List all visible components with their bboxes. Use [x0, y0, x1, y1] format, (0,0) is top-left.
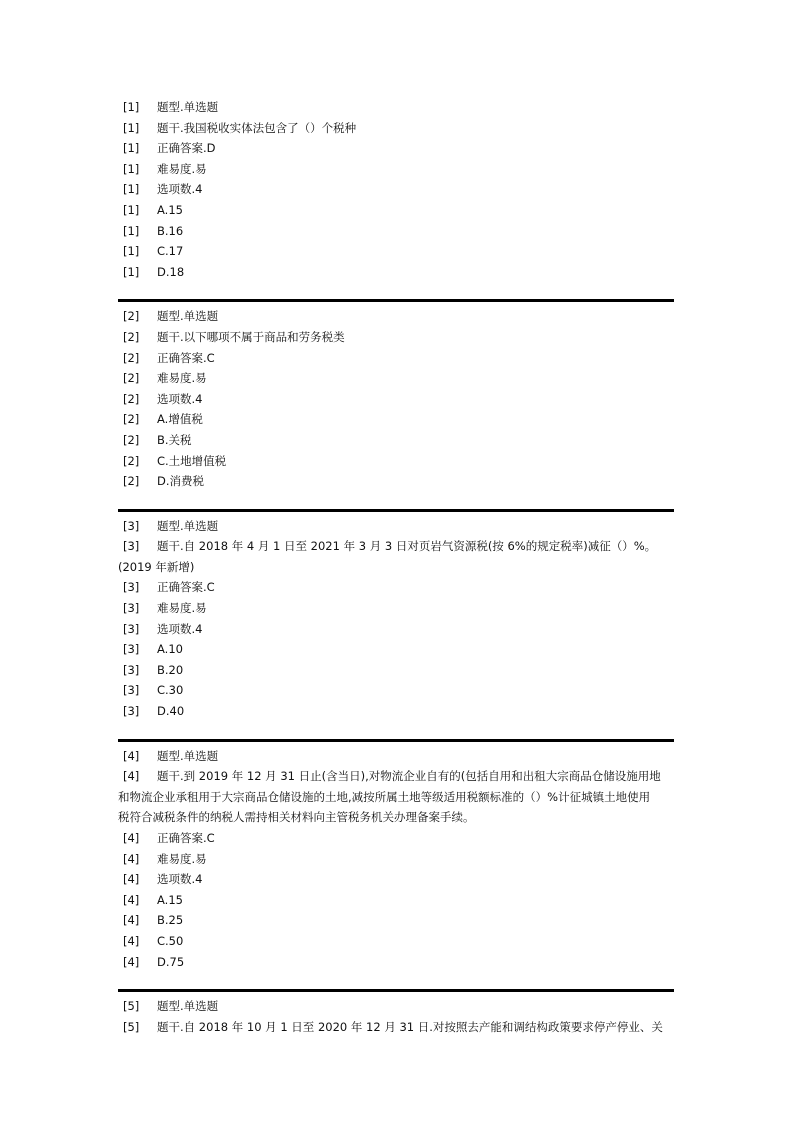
question-number: [4]: [123, 913, 140, 928]
question-number: [3]: [123, 621, 140, 636]
row-text: 选项数.4: [157, 391, 203, 406]
row-text: C.30: [157, 683, 184, 698]
difficulty: [118, 159, 674, 180]
row-text: C.土地增值税: [157, 453, 227, 468]
question-type: [118, 306, 674, 327]
row-text: A.15: [157, 202, 183, 217]
row-text: 题干.自 2018 年 10 月 1 日至 2020 年 12 月 31 日.对按照去产能和调结构政策要求停产停业、关: [157, 1019, 663, 1034]
row-text: B.16: [157, 223, 184, 238]
row-text: C.50: [157, 933, 184, 948]
option-b: [118, 660, 674, 681]
question-number: [1]: [123, 120, 140, 135]
question-number: [1]: [123, 141, 140, 156]
option-a: [118, 200, 674, 221]
question-number: [2]: [123, 453, 140, 468]
question-number: [4]: [123, 933, 140, 948]
question-number: [3]: [123, 704, 140, 719]
option-d: [118, 471, 674, 492]
row-text: A.增值税: [157, 412, 203, 427]
question-number: [2]: [123, 371, 140, 386]
question-number: [1]: [123, 161, 140, 176]
question-stem-continuation: 和物流企业承租用于大宗商品仓储设施的土地,减按所属土地等级适用税额标准的（）%计征城镇土地使用: [118, 789, 651, 804]
option-c: [118, 241, 674, 262]
question-number: [5]: [123, 1019, 140, 1034]
question-number: [2]: [123, 350, 140, 365]
difficulty: [118, 849, 674, 870]
option-d: [118, 701, 674, 722]
option-count: [118, 869, 674, 890]
row-text: 正确答案.C: [157, 831, 215, 845]
section-divider: [118, 509, 674, 512]
question-number: [3]: [123, 601, 140, 616]
question-stem: [118, 766, 674, 787]
question-number: [2]: [123, 474, 140, 489]
option-d: [118, 262, 674, 283]
option-count: [118, 389, 674, 410]
correct-answer: [118, 348, 674, 369]
row-text: 正确答案.C: [157, 580, 215, 595]
question-number: [1]: [123, 182, 140, 197]
row-text: 题型.单选题: [157, 309, 219, 324]
row-text: 题型.单选题: [157, 999, 219, 1014]
section-divider: [118, 989, 674, 992]
row-text: 难易度.易: [157, 161, 207, 176]
question-block: [118, 516, 674, 722]
question-number: [3]: [123, 580, 140, 595]
question-number: [4]: [123, 892, 140, 907]
question-number: [1]: [123, 100, 140, 114]
option-d: [118, 952, 674, 973]
row-text: D.75: [157, 954, 185, 969]
option-c: [118, 451, 674, 472]
row-text: B.25: [157, 913, 184, 928]
option-c: [118, 680, 674, 701]
question-block: [118, 996, 674, 1037]
option-count: [118, 619, 674, 640]
option-count: [118, 179, 674, 200]
question-number: [1]: [123, 202, 140, 217]
question-number: [2]: [123, 329, 140, 344]
row-text: D.消费税: [157, 474, 205, 489]
question-number: [4]: [123, 872, 140, 887]
option-b: [118, 430, 674, 451]
row-text: D.18: [157, 264, 185, 279]
question-number: [2]: [123, 391, 140, 406]
question-number: [3]: [123, 683, 140, 698]
row-text: D.40: [157, 704, 185, 719]
row-text: 难易度.易: [157, 601, 207, 616]
row-text: 选项数.4: [157, 872, 203, 887]
question-type: [118, 516, 674, 537]
question-number: [3]: [123, 662, 140, 677]
row-text: 题干.到 2019 年 12 月 31 日止(含当日),对物流企业自有的(包括自用和出租大宗商品仓储设施用地: [157, 769, 661, 784]
question-number: [2]: [123, 309, 140, 324]
question-number: [4]: [123, 831, 140, 845]
question-type: [118, 97, 674, 118]
row-text: 难易度.易: [157, 371, 207, 386]
question-number: [1]: [123, 223, 140, 238]
question-number: [4]: [123, 851, 140, 866]
row-text: A.10: [157, 642, 183, 657]
question-type: [118, 746, 674, 767]
document-page: [118, 97, 674, 1037]
question-number: [1]: [123, 244, 140, 259]
row-text: 题型.单选题: [157, 100, 219, 114]
question-number: [3]: [123, 539, 140, 554]
question-number: [2]: [123, 412, 140, 427]
row-text: C.17: [157, 244, 184, 259]
correct-answer: [118, 138, 674, 159]
row-text: B.关税: [157, 432, 192, 447]
option-a: [118, 890, 674, 911]
row-text: A.15: [157, 892, 183, 907]
question-number: [4]: [123, 769, 140, 784]
question-stem: [118, 1017, 674, 1038]
question-stem: [118, 118, 674, 139]
question-number: [2]: [123, 432, 140, 447]
section-divider: [118, 739, 674, 742]
question-number: [4]: [123, 748, 140, 763]
option-c: [118, 931, 674, 952]
row-text: 难易度.易: [157, 851, 207, 866]
row-text: 题型.单选题: [157, 748, 219, 763]
option-b: [118, 910, 674, 931]
row-text: 正确答案.C: [157, 350, 215, 365]
question-number: [1]: [123, 264, 140, 279]
question-stem: [118, 536, 674, 557]
question-number: [3]: [123, 518, 140, 533]
question-stem: [118, 327, 674, 348]
option-a: [118, 639, 674, 660]
row-text: 正确答案.D: [157, 141, 216, 156]
option-a: [118, 409, 674, 430]
row-text: 题干.自 2018 年 4 月 1 日至 2021 年 3 月 3 日对页岩气资源税(按 6%的规定税率)减征（）%。: [157, 539, 657, 554]
row-text: 题干.我国税收实体法包含了（）个税种: [157, 120, 357, 135]
option-b: [118, 221, 674, 242]
question-number: [3]: [123, 642, 140, 657]
question-stem-continuation: (2019 年新增): [118, 559, 195, 574]
row-text: 题干.以下哪项不属于商品和劳务税类: [157, 329, 345, 344]
section-divider: [118, 299, 674, 302]
row-text: 题型.单选题: [157, 518, 219, 533]
question-type: [118, 996, 674, 1017]
correct-answer: [118, 828, 674, 849]
difficulty: [118, 368, 674, 389]
row-text: 选项数.4: [157, 182, 203, 197]
question-number: [4]: [123, 954, 140, 969]
row-text: B.20: [157, 662, 184, 677]
correct-answer: [118, 577, 674, 598]
question-block: [118, 746, 674, 973]
row-text: 选项数.4: [157, 621, 203, 636]
question-block: [118, 97, 674, 282]
question-block: [118, 306, 674, 491]
difficulty: [118, 598, 674, 619]
question-number: [5]: [123, 999, 140, 1014]
question-stem-continuation: 税符合减税条件的纳税人需持相关材料向主管税务机关办理备案手续。: [118, 810, 475, 825]
